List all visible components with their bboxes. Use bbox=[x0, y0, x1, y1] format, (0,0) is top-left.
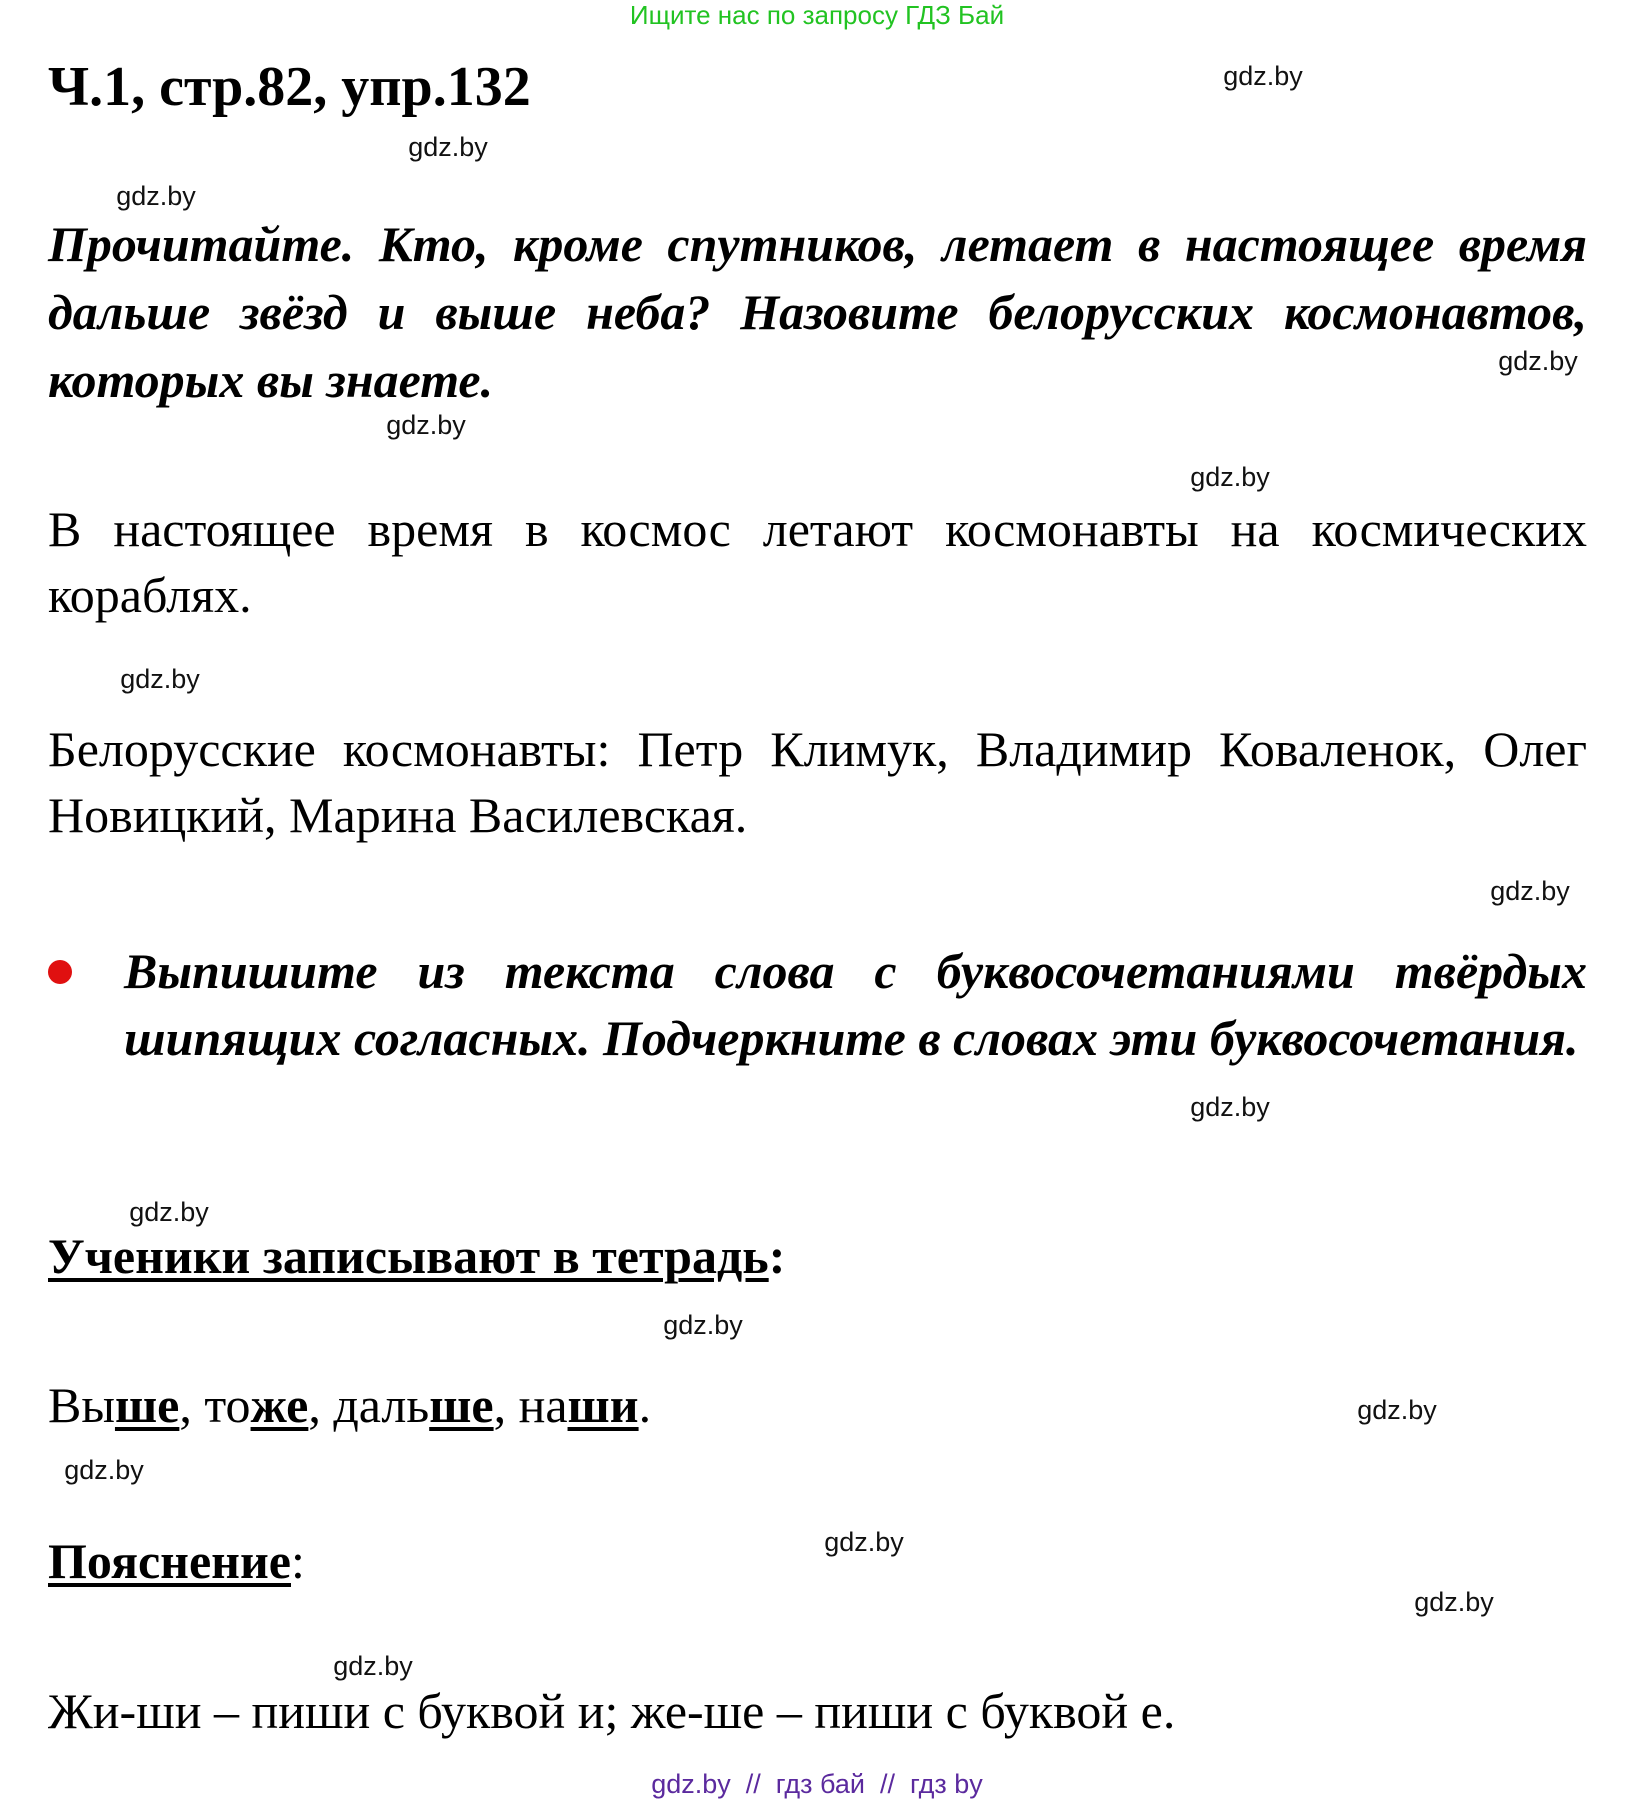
word-stem: на bbox=[518, 1377, 568, 1433]
watermark: gdz.by bbox=[1357, 1395, 1437, 1425]
watermark: gdz.by bbox=[824, 1527, 904, 1557]
word-sep: , bbox=[179, 1377, 205, 1433]
explanation-label: Пояснение bbox=[48, 1533, 291, 1589]
heading-colon: : bbox=[768, 1228, 786, 1284]
bullet-icon bbox=[48, 960, 72, 984]
word-underlined: ши bbox=[567, 1377, 639, 1433]
word-sep: , bbox=[493, 1377, 519, 1433]
word bbox=[204, 1377, 333, 1433]
heading-text: Ученики записывают в тетрадь bbox=[48, 1228, 769, 1284]
watermark: gdz.by bbox=[1223, 61, 1303, 91]
watermark: gdz.by bbox=[1498, 346, 1578, 376]
top-banner: Ищите нас по запросу ГДЗ Бай bbox=[629, 0, 1005, 30]
page-title: Ч.1, стр.82, упр.132 bbox=[48, 56, 531, 118]
word-stem: то bbox=[204, 1377, 251, 1433]
watermark: gdz.by bbox=[1190, 1092, 1270, 1122]
word-underlined: ше bbox=[114, 1377, 180, 1433]
word-stem: даль bbox=[333, 1377, 430, 1433]
word-underlined: же bbox=[250, 1377, 309, 1433]
word bbox=[519, 1377, 651, 1433]
word bbox=[333, 1377, 518, 1433]
answer-paragraph-1: В настоящее время в космос летают космонавты на космических кораблях. bbox=[48, 501, 1587, 623]
task-2-text: Выпишите из текста слова с буквосочетаниями твёрдых шипящих согласных. Подчеркните в словах эти буквосочетания. bbox=[124, 943, 1587, 1066]
watermark: gdz.by bbox=[129, 1197, 209, 1227]
explanation-heading bbox=[48, 1531, 305, 1591]
word-sep: , bbox=[308, 1377, 334, 1433]
watermark: gdz.by bbox=[663, 1310, 743, 1340]
word bbox=[48, 1377, 204, 1433]
watermark: gdz.by bbox=[1414, 1587, 1494, 1617]
answer-words bbox=[48, 1374, 651, 1436]
answer-paragraph-2: Белорусские космонавты: Петр Климук, Владимир Коваленок, Олег Новицкий, Марина Василевская. bbox=[48, 721, 1587, 843]
watermark: gdz.by bbox=[120, 664, 200, 694]
watermark: gdz.by bbox=[386, 410, 466, 440]
word-sep: . bbox=[638, 1377, 652, 1433]
word-underlined: ше bbox=[429, 1377, 494, 1433]
footer-links: gdz.by // гдз бай // гдз by bbox=[651, 1769, 983, 1799]
watermark: gdz.by bbox=[64, 1455, 144, 1485]
watermark: gdz.by bbox=[1490, 876, 1570, 906]
watermark: gdz.by bbox=[333, 1651, 413, 1681]
task-text: Прочитайте. Кто, кроме спутников, летает в настоящее время дальше звёзд и выше неба? Назовите белорусских космонавтов, которых вы знаете. bbox=[48, 216, 1587, 408]
watermark: gdz.by bbox=[1190, 462, 1270, 492]
watermark: gdz.by bbox=[116, 181, 196, 211]
notebook-heading bbox=[48, 1226, 785, 1286]
watermark: gdz.by bbox=[408, 132, 488, 162]
rule-text: Жи-ши – пиши с буквой и; же-ше – пиши с буквой е. bbox=[48, 1683, 1176, 1739]
word-stem: Вы bbox=[48, 1377, 115, 1433]
explanation-colon: : bbox=[291, 1533, 305, 1589]
